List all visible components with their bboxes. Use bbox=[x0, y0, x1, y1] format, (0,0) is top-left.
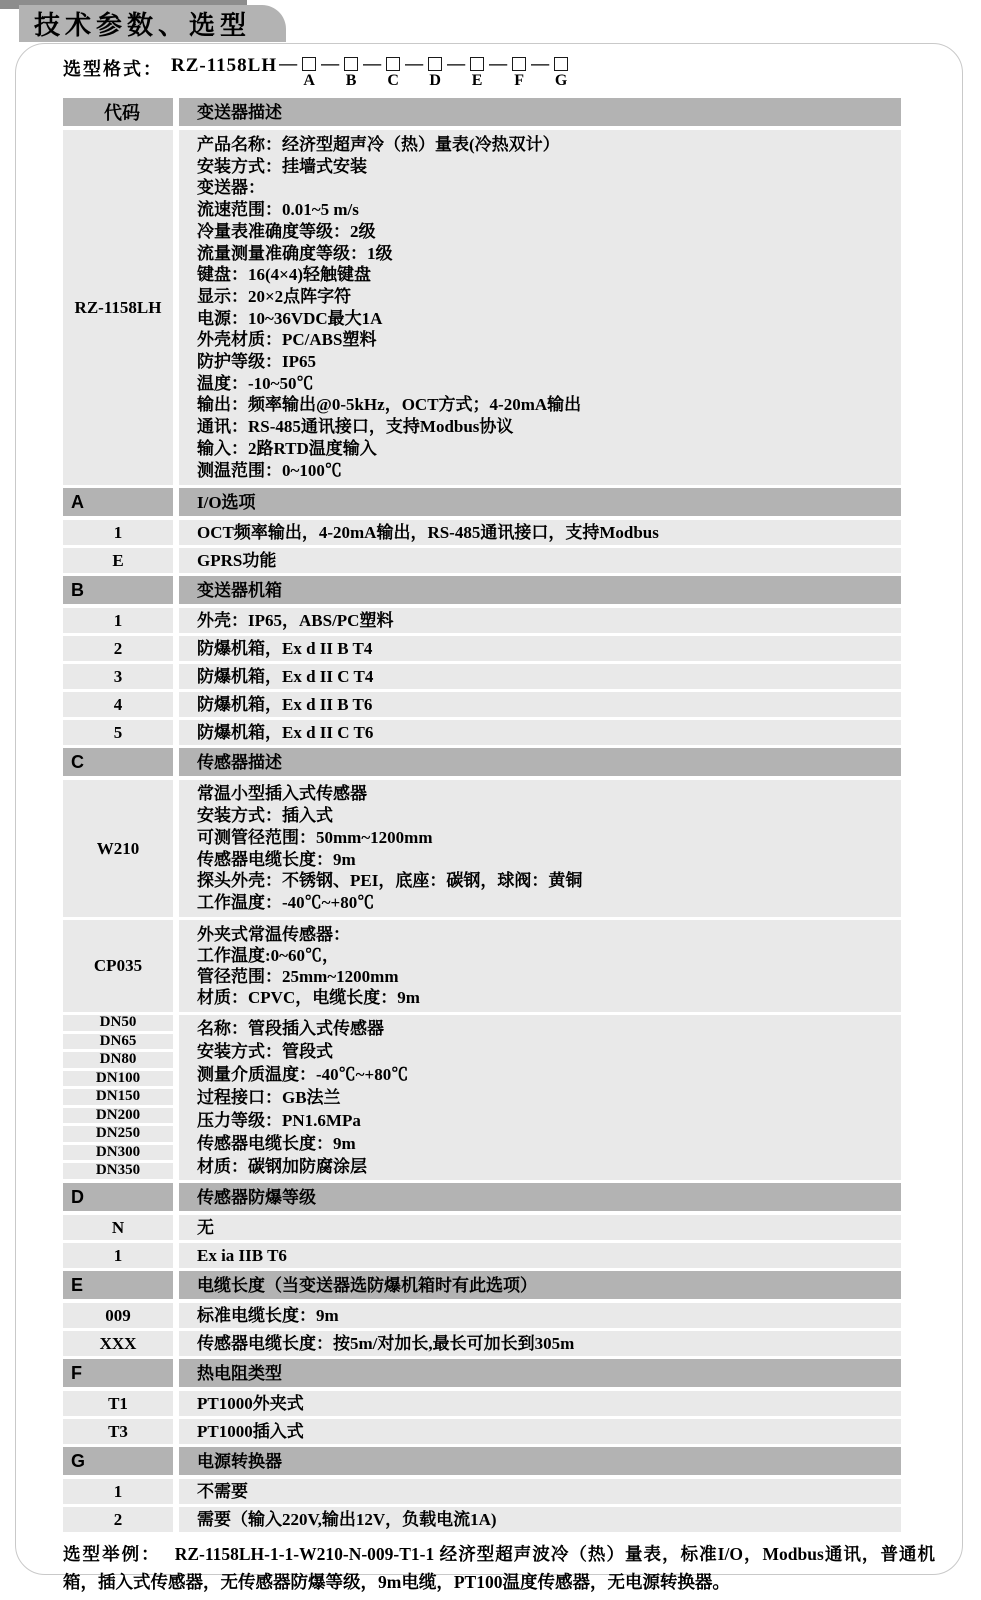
description-cell bbox=[179, 130, 901, 485]
format-position-letter: F bbox=[514, 72, 525, 89]
code-label: N bbox=[111, 1217, 125, 1237]
description-line: 电源：10~36VDC最大1A bbox=[197, 308, 383, 328]
code-cell bbox=[63, 130, 173, 485]
description-line: 安装方式：插入式 bbox=[197, 806, 333, 826]
code-label: 1 bbox=[113, 1245, 123, 1265]
description-cell bbox=[179, 1183, 901, 1211]
format-dash: — bbox=[279, 53, 298, 73]
code-label: T3 bbox=[108, 1421, 128, 1441]
code-label: 4 bbox=[113, 694, 123, 714]
code-cell bbox=[63, 1243, 173, 1268]
code-cell bbox=[63, 1331, 173, 1356]
section-row bbox=[63, 748, 901, 776]
description-cell bbox=[179, 1271, 901, 1299]
code-cell: E bbox=[63, 1271, 173, 1299]
description-line: 流量测量准确度等级：1级 bbox=[197, 243, 393, 263]
code-label: T1 bbox=[108, 1393, 128, 1413]
description-line: 冷量表准确度等级：2级 bbox=[197, 221, 376, 241]
section-row bbox=[63, 488, 901, 516]
description-line: 外壳：IP65，ABS/PC塑料 bbox=[197, 611, 394, 631]
description-line: 安装方式：挂墙式安装 bbox=[197, 156, 367, 176]
table-row bbox=[63, 664, 901, 689]
page-title-text: 技术参数、选型 bbox=[34, 10, 252, 40]
code-label: CP035 bbox=[93, 956, 143, 976]
code-label: DN250 bbox=[63, 1126, 173, 1142]
description-cell bbox=[179, 720, 901, 745]
code-label: 2 bbox=[113, 1509, 123, 1529]
code-cell bbox=[63, 692, 173, 717]
code-cell bbox=[63, 608, 173, 633]
format-dash: — bbox=[447, 53, 466, 73]
code-label: DN300 bbox=[63, 1145, 173, 1161]
description-cell bbox=[179, 1015, 901, 1180]
code-column-header: 代码 bbox=[63, 98, 173, 126]
description-line: 防护等级：IP65 bbox=[197, 352, 316, 372]
description-line: PT1000插入式 bbox=[197, 1422, 304, 1442]
format-position-letter: A bbox=[303, 72, 315, 89]
format-position bbox=[298, 55, 320, 90]
description-line: 产品名称：经济型超声冷（热）量表(冷热双计） bbox=[197, 135, 560, 154]
option-box-icon bbox=[428, 57, 442, 71]
description-cell bbox=[179, 1479, 901, 1504]
description-cell bbox=[179, 664, 901, 689]
description-line: 电缆长度（当变送器选防爆机箱时有此选项） bbox=[197, 1275, 537, 1295]
code-label: DN50 bbox=[63, 1015, 173, 1031]
description-line: GPRS功能 bbox=[197, 551, 277, 571]
code-cell bbox=[63, 1215, 173, 1240]
code-cell: D bbox=[63, 1183, 173, 1211]
description-cell bbox=[179, 1447, 901, 1475]
code-label: 5 bbox=[113, 722, 123, 742]
section-row bbox=[63, 1183, 901, 1211]
code-cell bbox=[63, 1507, 173, 1532]
code-cell bbox=[63, 548, 173, 573]
description-line: 输出：频率输出@0-5kHz，OCT方式；4-20mA输出 bbox=[197, 395, 582, 415]
description-cell bbox=[179, 520, 901, 545]
description-cell bbox=[179, 1359, 901, 1387]
description-line: 工作温度：-40℃~+80℃ bbox=[197, 893, 375, 913]
code-cell bbox=[63, 636, 173, 661]
description-cell bbox=[179, 1303, 901, 1328]
page-header bbox=[0, 0, 981, 44]
code-cell bbox=[63, 664, 173, 689]
option-box-icon bbox=[512, 57, 526, 71]
description-line: 无 bbox=[197, 1218, 214, 1238]
code-cell bbox=[63, 1391, 173, 1416]
spec-card bbox=[15, 43, 963, 1593]
description-line: 防爆机箱，Ex d II C T4 bbox=[197, 667, 374, 687]
format-position bbox=[340, 55, 362, 90]
option-box-icon bbox=[470, 57, 484, 71]
description-line: 外壳材质：PC/ABS塑料 bbox=[197, 330, 377, 350]
code-cell bbox=[63, 720, 173, 745]
format-dash: — bbox=[321, 53, 340, 73]
code-label: 3 bbox=[113, 666, 123, 686]
format-position-letter: D bbox=[429, 72, 441, 89]
format-position bbox=[424, 55, 446, 90]
table-row bbox=[63, 1331, 901, 1356]
description-header-text: 变送器描述 bbox=[197, 102, 282, 122]
option-box-icon bbox=[554, 57, 568, 71]
format-position-letter: B bbox=[345, 72, 357, 89]
table-row bbox=[63, 1479, 901, 1504]
format-position bbox=[508, 55, 530, 90]
option-box-icon bbox=[386, 57, 400, 71]
selection-example bbox=[63, 1540, 935, 1596]
description-line: 温度：-10~50℃ bbox=[197, 373, 314, 393]
format-dash: — bbox=[405, 53, 424, 73]
code-cell: A bbox=[63, 488, 173, 516]
description-cell bbox=[179, 576, 901, 604]
description-cell bbox=[179, 608, 901, 633]
description-cell bbox=[179, 488, 901, 516]
code-cell bbox=[63, 1419, 173, 1444]
code-cell bbox=[63, 520, 173, 545]
format-position bbox=[466, 55, 488, 90]
table-row bbox=[63, 1015, 901, 1180]
code-cell: F bbox=[63, 1359, 173, 1387]
description-line: 测量介质温度：-40℃~+80℃ bbox=[197, 1065, 409, 1085]
code-label: DN350 bbox=[63, 1163, 173, 1179]
section-row bbox=[63, 1359, 901, 1387]
description-cell bbox=[179, 920, 901, 1012]
description-line: 键盘：16(4×4)轻触键盘 bbox=[197, 265, 372, 285]
code-label: 2 bbox=[113, 638, 123, 658]
format-units bbox=[278, 55, 572, 90]
description-line: PT1000外夹式 bbox=[197, 1394, 304, 1414]
description-line: I/O选项 bbox=[197, 492, 256, 512]
table-row bbox=[63, 130, 901, 485]
code-label: DN150 bbox=[63, 1089, 173, 1105]
description-line: 不需要 bbox=[197, 1482, 248, 1502]
description-line: Ex ia IIB T6 bbox=[197, 1246, 287, 1266]
table-row bbox=[63, 636, 901, 661]
description-line: 变送器： bbox=[197, 178, 265, 198]
code-cell: C bbox=[63, 748, 173, 776]
description-line: 防爆机箱，Ex d II C T6 bbox=[197, 723, 374, 743]
code-label: DN100 bbox=[63, 1071, 173, 1087]
description-line: 可测管径范围：50mm~1200mm bbox=[197, 827, 433, 847]
format-position-letter: C bbox=[387, 72, 399, 89]
description-line: 外夹式常温传感器： bbox=[197, 925, 350, 945]
description-cell bbox=[179, 1391, 901, 1416]
format-dash: — bbox=[531, 53, 550, 73]
description-line: 传感器描述 bbox=[197, 752, 282, 772]
spec-table bbox=[63, 98, 901, 1532]
description-cell bbox=[179, 1419, 901, 1444]
description-cell bbox=[179, 748, 901, 776]
section-row bbox=[63, 1271, 901, 1299]
format-dash: — bbox=[489, 53, 508, 73]
description-line: 传感器电缆长度：9m bbox=[197, 1134, 356, 1154]
table-row bbox=[63, 1507, 901, 1532]
example-label: 选型举例： bbox=[63, 1544, 161, 1565]
code-label: DN80 bbox=[63, 1052, 173, 1068]
code-label: DN65 bbox=[63, 1034, 173, 1050]
description-line: 探头外壳：不锈钢、PEI，底座：碳钢，球阀：黄铜 bbox=[197, 871, 583, 891]
description-line: 防爆机箱，Ex d II B T6 bbox=[197, 695, 373, 715]
code-label: XXX bbox=[99, 1333, 137, 1353]
section-row bbox=[63, 1447, 901, 1475]
format-position-letter: G bbox=[554, 72, 568, 89]
description-line: 通讯：RS-485通讯接口，支持Modbus协议 bbox=[197, 417, 514, 437]
description-line: 管径范围：25mm~1200mm bbox=[197, 967, 399, 987]
code-cell: B bbox=[63, 576, 173, 604]
description-line: 材质：CPVC，电缆长度：9m bbox=[197, 988, 420, 1008]
description-cell bbox=[179, 636, 901, 661]
code-label: DN200 bbox=[63, 1108, 173, 1124]
description-line: OCT频率输出，4-20mA输出，RS-485通讯接口，支持Modbus bbox=[197, 523, 659, 543]
table-row bbox=[63, 780, 901, 917]
model-format-line bbox=[63, 55, 962, 90]
table-row bbox=[63, 520, 901, 545]
option-box-icon bbox=[302, 57, 316, 71]
code-label: 1 bbox=[113, 522, 123, 542]
description-line: 过程接口：GB法兰 bbox=[197, 1088, 341, 1108]
code-label: RZ-1158LH bbox=[74, 297, 162, 317]
format-position bbox=[382, 55, 404, 90]
description-cell bbox=[179, 548, 901, 573]
table-row bbox=[63, 1303, 901, 1328]
page-title bbox=[19, 5, 286, 42]
description-line: 需要（输入220V,输出12V，负载电流1A) bbox=[197, 1510, 497, 1530]
code-label: 1 bbox=[113, 610, 123, 630]
description-line: 电源转换器 bbox=[197, 1451, 282, 1471]
format-position-letter: E bbox=[471, 72, 483, 89]
table-row bbox=[63, 1419, 901, 1444]
description-line: 输入：2路RTD温度输入 bbox=[197, 438, 377, 458]
table-row bbox=[63, 720, 901, 745]
table-row bbox=[63, 920, 901, 1012]
description-line: 测温范围：0~100℃ bbox=[197, 460, 342, 480]
table-row bbox=[63, 1243, 901, 1268]
code-cell bbox=[63, 920, 173, 1012]
description-cell bbox=[179, 692, 901, 717]
description-line: 名称：管段插入式传感器 bbox=[197, 1019, 384, 1039]
code-cell bbox=[63, 1303, 173, 1328]
description-line: 压力等级：PN1.6MPa bbox=[197, 1111, 361, 1131]
format-model-number: RZ-1158LH bbox=[171, 55, 278, 76]
description-cell bbox=[179, 1507, 901, 1532]
description-line: 常温小型插入式传感器 bbox=[197, 784, 367, 804]
table-row bbox=[63, 608, 901, 633]
description-column-header bbox=[179, 98, 901, 126]
section-row bbox=[63, 576, 901, 604]
description-line: 工作温度:0~60℃， bbox=[197, 946, 340, 966]
description-line: 传感器防爆等级 bbox=[197, 1187, 316, 1207]
description-cell bbox=[179, 1243, 901, 1268]
format-dash: — bbox=[363, 53, 382, 73]
description-line: 流速范围：0.01~5 m/s bbox=[197, 200, 359, 220]
description-line: 标准电缆长度：9m bbox=[197, 1306, 339, 1326]
description-line: 材质：碳钢加防腐涂层 bbox=[197, 1157, 367, 1177]
description-line: 传感器电缆长度：9m bbox=[197, 849, 356, 869]
description-line: 显示：20×2点阵字符 bbox=[197, 286, 352, 306]
option-box-icon bbox=[344, 57, 358, 71]
format-label: 选型格式： bbox=[63, 59, 163, 79]
description-cell bbox=[179, 1331, 901, 1356]
description-line: 防爆机箱，Ex d II B T4 bbox=[197, 639, 373, 659]
code-label: 009 bbox=[105, 1305, 131, 1325]
code-cell: G bbox=[63, 1447, 173, 1475]
description-cell bbox=[179, 1215, 901, 1240]
description-line: 传感器电缆长度：按5m/对加长,最长可加长到305m bbox=[197, 1334, 575, 1354]
table-header-row bbox=[63, 98, 901, 126]
description-cell bbox=[179, 780, 901, 917]
format-position bbox=[550, 55, 572, 90]
code-cell bbox=[63, 1479, 173, 1504]
table-row bbox=[63, 1215, 901, 1240]
description-line: 安装方式：管段式 bbox=[197, 1042, 333, 1062]
code-label: E bbox=[112, 550, 124, 570]
code-label: 1 bbox=[113, 1481, 123, 1501]
code-cell bbox=[63, 780, 173, 917]
description-line: 热电阻类型 bbox=[197, 1363, 282, 1383]
description-line: 变送器机箱 bbox=[197, 580, 282, 600]
table-row bbox=[63, 1391, 901, 1416]
code-cell bbox=[63, 1015, 173, 1180]
example-text: RZ-1158LH-1-1-W210-N-009-T1-1 经济型超声波冷（热）量表，标准I/O，Modbus通讯，普通机箱，插入式传感器，无传感器防爆等级，9m电缆，PT100温度传感器，无电源转换器。 bbox=[63, 1544, 936, 1593]
table-row bbox=[63, 692, 901, 717]
table-row bbox=[63, 548, 901, 573]
code-label: W210 bbox=[96, 838, 140, 858]
